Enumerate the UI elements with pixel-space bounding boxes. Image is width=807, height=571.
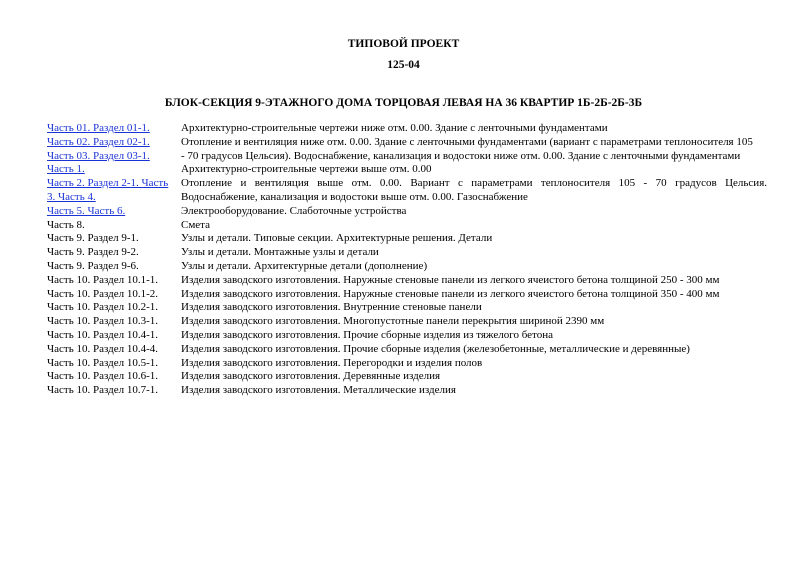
part-description: Узлы и детали. Типовые секции. Архитектурные решения. Детали <box>181 232 493 245</box>
part-label: Часть 9. Раздел 9-2. <box>47 246 139 259</box>
part-label: Часть 9. Раздел 9-1. <box>47 232 139 245</box>
part-description: Изделия заводского изготовления. Наружные стеновые панели из легкого ячеистого бетона толщиной 350 - 400 мм <box>181 287 720 300</box>
part-label: Часть 10. Раздел 10.4-1. <box>47 328 159 341</box>
description-line: Электрооборудование. Слаботочные устройства <box>181 204 407 217</box>
document-title: ТИПОВОЙ ПРОЕКТ <box>347 38 460 50</box>
list-item <box>47 329 767 343</box>
list-item <box>47 370 767 384</box>
part-label: Часть 10. Раздел 10.5-1. <box>47 356 159 369</box>
part-label: Часть 10. Раздел 10.3-1. <box>47 315 159 328</box>
link-part-01-section-01-1[interactable]: Часть 01. Раздел 01-1. <box>47 122 150 134</box>
part-description: Изделия заводского изготовления. Деревянные изделия <box>181 370 441 383</box>
description-line: Архитектурно-строительные чертежи выше отм. 0.00 <box>181 163 432 176</box>
description-line: Архитектурно-строительные чертежи ниже отм. 0.00. Здание с ленточными фундаментами <box>181 122 608 134</box>
link-part-03-section-03-1[interactable]: Часть 03. Раздел 03-1. <box>47 149 150 162</box>
list-item <box>47 274 767 288</box>
part-label: Часть 8. <box>47 218 85 231</box>
linked-sections-block <box>47 122 767 219</box>
part-description: Изделия заводского изготовления. Наружные стеновые панели из легкого ячеистого бетона толщиной 250 - 300 мм <box>181 273 720 286</box>
part-description: Изделия заводского изготовления. Прочие сборные изделия (железобетонные, металлические и деревянные) <box>181 342 690 355</box>
part-description: Изделия заводского изготовления. Внутренние стеновые панели <box>181 301 482 314</box>
part-description: Узлы и детали. Монтажные узлы и детали <box>181 246 379 259</box>
link-part-5-part-6[interactable]: Часть 5. Часть 6. <box>47 204 126 217</box>
part-label: Часть 10. Раздел 10.4-4. <box>47 342 159 355</box>
part-description: Узлы и детали. Архитектурные детали (дополнение) <box>181 259 428 272</box>
contents-list <box>47 122 767 398</box>
description-line: Водоснабжение, канализация и водостоки выше отм. 0.00. Газоснабжение <box>181 190 528 203</box>
project-code: 125-04 <box>387 59 420 71</box>
list-item <box>47 384 767 398</box>
part-label: Часть 10. Раздел 10.2-1. <box>47 301 159 314</box>
description-line: Отопление и вентиляция выше отм. 0.00. Вариант с параметрами теплоносителя 105 - 70 градусов Цельсия. <box>181 177 767 190</box>
list-item <box>47 315 767 329</box>
part-label: Часть 10. Раздел 10.1-2. <box>47 287 159 300</box>
part-label: Часть 10. Раздел 10.6-1. <box>47 370 159 383</box>
description-line: - 70 градусов Цельсия). Водоснабжение, канализация и водостоки ниже отм. 0.00. Здание с ленточными фундаментами <box>181 149 741 162</box>
part-description: Смета <box>181 218 211 231</box>
part-label: Часть 10. Раздел 10.7-1. <box>47 384 159 397</box>
list-item <box>47 301 767 315</box>
linked-parts-column <box>47 122 181 219</box>
list-item <box>47 343 767 357</box>
description-line: Отопление и вентиляция ниже отм. 0.00. Здание с ленточными фундаментами (вариант с параметрами теплоносителя 105 <box>181 135 753 148</box>
part-label: Часть 10. Раздел 10.1-1. <box>47 273 159 286</box>
linked-descriptions-column <box>181 122 767 219</box>
link-part-3-part-4[interactable]: 3. Часть 4. <box>47 190 96 203</box>
part-description: Изделия заводского изготовления. Металлические изделия <box>181 384 456 397</box>
list-item <box>47 232 767 246</box>
part-description: Изделия заводского изготовления. Перегородки и изделия полов <box>181 356 483 369</box>
part-description: Изделия заводского изготовления. Прочие сборные изделия из тяжелого бетона <box>181 328 553 341</box>
link-part-2-section-2-1-part[interactable]: Часть 2. Раздел 2-1. Часть <box>47 177 169 190</box>
list-item <box>47 246 767 260</box>
list-item <box>47 260 767 274</box>
list-item <box>47 357 767 371</box>
link-part-02-section-02-1[interactable]: Часть 02. Раздел 02-1. <box>47 135 150 148</box>
part-description: Изделия заводского изготовления. Многопустотные панели перекрытия шириной 2390 мм <box>181 315 605 328</box>
document-subtitle: БЛОК-СЕКЦИЯ 9-ЭТАЖНОГО ДОМА ТОРЦОВАЯ ЛЕВАЯ НА 36 КВАРТИР 1Б-2Б-2Б-3Б <box>164 97 643 109</box>
part-label: Часть 9. Раздел 9-6. <box>47 259 139 272</box>
list-item <box>47 288 767 302</box>
list-item <box>47 219 767 233</box>
link-part-1[interactable]: Часть 1. <box>47 163 85 176</box>
